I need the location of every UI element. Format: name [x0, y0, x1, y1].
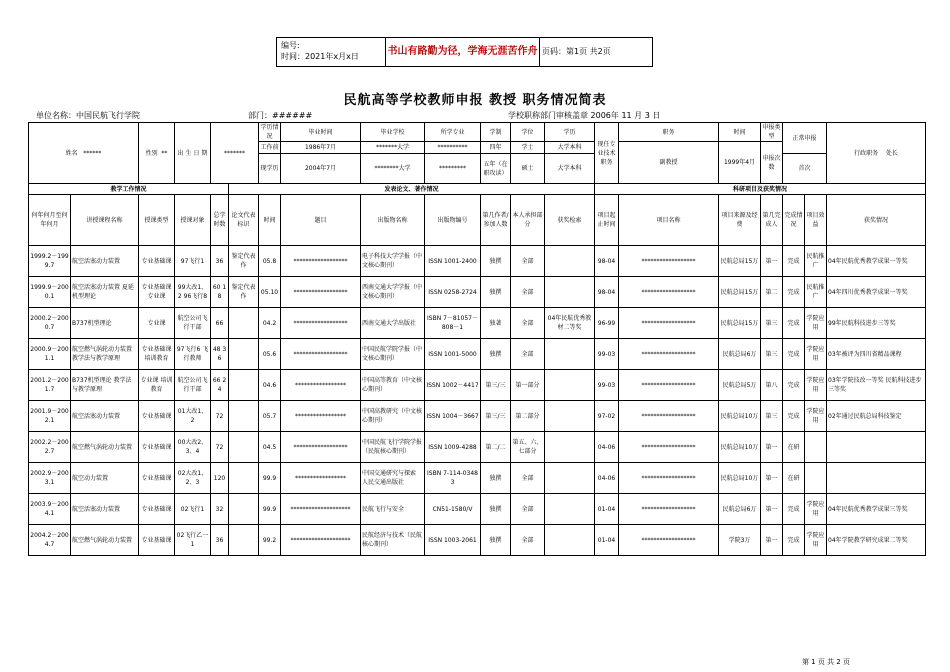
- cell-pubno: ISSN 1009-4288: [425, 432, 481, 463]
- department: 部门：######: [248, 111, 313, 120]
- cell-rank: 第一: [761, 463, 783, 494]
- cell-pubno: ISSN 1002－4417: [425, 370, 481, 401]
- cell-rep: [229, 308, 259, 339]
- cell-award: [545, 401, 595, 432]
- cell-part: 全部: [511, 308, 545, 339]
- cell-rep: [229, 494, 259, 525]
- cell-course: 航空燃气涡轮动力装置: [71, 525, 139, 556]
- cell-time: 05.10: [259, 277, 281, 308]
- cell-award: 04年民航优秀教材二等奖: [545, 308, 595, 339]
- title-h-0: 职务: [619, 123, 719, 142]
- cell-part: 全部: [511, 494, 545, 525]
- cell-period: 2000.9－2001.1: [29, 339, 71, 370]
- cell-topic: *****************: [281, 370, 361, 401]
- cell-pub: 中国民航学院学报（中文核心期刊）: [361, 339, 425, 370]
- cell-rank: 第三: [761, 308, 783, 339]
- cell-author: 独撰: [481, 525, 511, 556]
- cell-time: 04.2: [259, 308, 281, 339]
- column-header-row: [29, 195, 926, 246]
- cell-prize: 03年学院技改一等奖 民航科技进步三等奖: [827, 370, 926, 401]
- application-table: [28, 122, 926, 556]
- cell-author: 独撰: [481, 463, 511, 494]
- cell-award: [545, 339, 595, 370]
- title-v-1: 1999年4月: [719, 142, 761, 184]
- cell-pub: 民航经济与技术（民航核心期刊）: [361, 525, 425, 556]
- cell-rep: 鉴定代表作: [229, 246, 259, 277]
- cell-period: 1999.2－1999.7: [29, 246, 71, 277]
- cell-pubno: ISSN 1003-2061: [425, 525, 481, 556]
- cell-benefit: 学院应用: [805, 308, 827, 339]
- edu-h-1: 毕业学校: [361, 123, 425, 142]
- cell-author: 独著: [481, 308, 511, 339]
- cell-time: 05.7: [259, 401, 281, 432]
- cell-prize: 02年通过民航总局科技鉴定: [827, 401, 926, 432]
- cell-part: 全部: [511, 277, 545, 308]
- cell-course: 航空活塞动力装置 夏延机型理论: [71, 277, 139, 308]
- edu-b-4: 学士: [511, 142, 545, 154]
- cell-pubno: ISSN 1004－3667: [425, 401, 481, 432]
- section-row: [29, 184, 926, 195]
- header-date: 时间：2021年x月x日: [281, 52, 359, 61]
- cell-time: 99.9: [259, 494, 281, 525]
- cell-source: 民航总局5万: [719, 370, 761, 401]
- cell-target: 00大改2、3、4: [175, 432, 211, 463]
- admin-cell: [827, 123, 926, 184]
- cell-prize: [827, 463, 926, 494]
- cell-status: 完成: [783, 494, 805, 525]
- cell-pub: 西南交通大学学报（中文核心期刊）: [361, 277, 425, 308]
- edu-label: 学历情况: [260, 124, 279, 140]
- cell-source: 民航总局6万: [719, 339, 761, 370]
- cell-topic: ********************: [281, 525, 361, 556]
- cell-type: 专业基础课: [139, 246, 175, 277]
- cell-status: 完成: [783, 370, 805, 401]
- cell-ptime: 99-03: [595, 339, 619, 370]
- cell-author: 第三/三: [481, 401, 511, 432]
- cell-target: 97飞行6 飞行教师: [175, 339, 211, 370]
- title-v-3: 首次: [783, 154, 827, 184]
- cell-target: 航空公司飞行干部: [175, 370, 211, 401]
- cell-hours: 66 24: [211, 370, 229, 401]
- cell-award: [545, 494, 595, 525]
- cell-benefit: 学院应用: [805, 401, 827, 432]
- cell-course: 航空动力装置: [71, 463, 139, 494]
- cell-hours: 36: [211, 525, 229, 556]
- cell-pname: ******************: [619, 339, 719, 370]
- table-row: [29, 525, 926, 556]
- cell-benefit: 学院应用: [805, 525, 827, 556]
- cell-benefit: 学院应用: [805, 339, 827, 370]
- cell-prize: 04年四川优秀教学成果一等奖: [827, 277, 926, 308]
- col-h-8: 出版物名称: [361, 195, 425, 246]
- edu-header-row: [29, 123, 926, 142]
- cell-pubno: ISSN 1001-5000: [425, 339, 481, 370]
- edu-h-2: 所学专业: [425, 123, 481, 142]
- cell-hours: 66: [211, 308, 229, 339]
- cell-period: 2001.9－2002.1: [29, 401, 71, 432]
- cell-period: 2003.9－2004.1: [29, 494, 71, 525]
- cell-rank: 第二: [761, 277, 783, 308]
- cell-pub: 西南交通大学出版社: [361, 308, 425, 339]
- cell-hours: 32: [211, 494, 229, 525]
- edu-b-0: 1986年7月: [281, 142, 361, 154]
- cell-status: 完成: [783, 277, 805, 308]
- section-research: 科研项目及获奖情况: [595, 184, 926, 195]
- gender-label: 性别: [145, 149, 158, 157]
- cell-course: 航空活塞动力装置: [71, 401, 139, 432]
- cell-status: 完成: [783, 246, 805, 277]
- header-box: [276, 37, 653, 67]
- edu-h-5: 学历: [545, 123, 595, 142]
- cell-source: 学院3万: [719, 525, 761, 556]
- cell-ptime: 01-04: [595, 494, 619, 525]
- cell-author: 独撰: [481, 277, 511, 308]
- cell-status: 完成: [783, 339, 805, 370]
- col-h-16: 第几完成人: [761, 195, 783, 246]
- cell-source: 民航总局15万: [719, 246, 761, 277]
- cell-source: 民航总局6万: [719, 494, 761, 525]
- cell-topic: ******************: [281, 432, 361, 463]
- cell-period: 2002.2－2002.7: [29, 432, 71, 463]
- name-label: 姓名: [65, 149, 78, 157]
- cell-topic: ******************: [281, 339, 361, 370]
- cell-topic: ******************: [281, 308, 361, 339]
- cell-type: 专业基础课: [139, 463, 175, 494]
- cell-period: 2002.9－2003.1: [29, 463, 71, 494]
- cell-rep: [229, 339, 259, 370]
- cell-pub: 中国民航飞行学院学报（民航核心期刊）: [361, 432, 425, 463]
- cell-source: 民航总局10万: [719, 432, 761, 463]
- col-h-19: 获奖情况: [827, 195, 926, 246]
- cell-time: 05.8: [259, 246, 281, 277]
- cell-source: 民航总局15万: [719, 277, 761, 308]
- cell-benefit: 民航推广: [805, 277, 827, 308]
- cell-course: B737机型理论 教学法与教学原理: [71, 370, 139, 401]
- edu-c-3: 五年（在职攻读）: [481, 154, 511, 184]
- cell-status: 在研: [783, 463, 805, 494]
- page-footer: 第 1 页 共 2 页: [801, 658, 850, 666]
- cell-topic: *****************: [281, 401, 361, 432]
- cell-type: 专业课: [139, 308, 175, 339]
- edu-c-5: 大学本科: [545, 154, 595, 184]
- cell-rank: 第一: [761, 246, 783, 277]
- cell-prize: 04年学院教学研究成果二等奖: [827, 525, 926, 556]
- col-h-14: 项目名称: [619, 195, 719, 246]
- cell-time: 99.2: [259, 525, 281, 556]
- cell-period: 2001.2－2001.7: [29, 370, 71, 401]
- gender-value: **: [161, 149, 168, 157]
- table-row: [29, 432, 926, 463]
- cell-rank: 第一: [761, 494, 783, 525]
- current-edu-label: 现学历: [259, 154, 281, 184]
- col-h-0: 何年何月至何年何月: [29, 195, 71, 246]
- cell-time: 99.9: [259, 463, 281, 494]
- cell-ptime: 98-04: [595, 246, 619, 277]
- cell-ptime: 04-06: [595, 463, 619, 494]
- cell-author: 独撰: [481, 494, 511, 525]
- cell-award: [545, 246, 595, 277]
- cell-award: [545, 525, 595, 556]
- cell-status: 完成: [783, 525, 805, 556]
- cell-ptime: 01-04: [595, 525, 619, 556]
- cell-prize: 99年民航科技进步三等奖: [827, 308, 926, 339]
- cell-time: 04.6: [259, 370, 281, 401]
- cell-type: 专业基础课: [139, 525, 175, 556]
- cell-pname: ******************: [619, 525, 719, 556]
- cell-course: 航空燃气涡轮动力装置: [71, 432, 139, 463]
- cell-pubno: ISBN 7－81057－808－1: [425, 308, 481, 339]
- cell-time: 04.5: [259, 432, 281, 463]
- title-h-3: 正常申报: [783, 123, 827, 154]
- cell-course: 航空活塞动力装置: [71, 494, 139, 525]
- col-h-18: 项目效益: [805, 195, 827, 246]
- admin-label: 行政职务: [854, 149, 879, 157]
- admin-value: 处长: [885, 149, 898, 157]
- table-row: [29, 308, 926, 339]
- cell-author: 独撰: [481, 339, 511, 370]
- title-h-1: 时间: [719, 123, 761, 142]
- cell-pubno: CN51-1580/V: [425, 494, 481, 525]
- cell-rank: 第三: [761, 401, 783, 432]
- cell-period: 2004.2－2004.7: [29, 525, 71, 556]
- cell-period: 1999.9－2000.1: [29, 277, 71, 308]
- section-papers: 发表论文、著作情况: [229, 184, 595, 195]
- edu-b-2: **********: [425, 142, 481, 154]
- header-page: 页码：第1页 共2页: [542, 47, 611, 56]
- cell-rank: 第三: [761, 339, 783, 370]
- audit-stamp: 学校职称部门审核盖章 2006年 11 月 3 日: [508, 111, 661, 120]
- cell-rep: [229, 463, 259, 494]
- cell-hours: 36: [211, 246, 229, 277]
- col-h-11: 本人承担部分: [511, 195, 545, 246]
- table-row: [29, 401, 926, 432]
- cell-benefit: 民航推广: [805, 246, 827, 277]
- title-v-0: 副教授: [619, 142, 719, 184]
- unit-name: 单位名称：中国民航飞行学院: [36, 111, 140, 120]
- name-cell: [29, 123, 139, 184]
- edu-h-4: 学位: [511, 123, 545, 142]
- cell-pub: 中国高教研究（中文核心期刊）: [361, 401, 425, 432]
- cell-award: [545, 463, 595, 494]
- cell-benefit: [805, 463, 827, 494]
- cell-ptime: 98-04: [595, 277, 619, 308]
- cell-prize: 04年民航优秀教学成果一等奖: [827, 246, 926, 277]
- cell-part: 第二部分: [511, 401, 545, 432]
- cell-pub: 中国高等教育（中文核心期刊）: [361, 370, 425, 401]
- edu-c-1: ********大学: [361, 154, 425, 184]
- gender-cell: [139, 123, 175, 184]
- col-h-4: 总学时数: [211, 195, 229, 246]
- cell-source: 民航总局10万: [719, 401, 761, 432]
- cell-rep: [229, 401, 259, 432]
- cell-target: 02飞行1: [175, 494, 211, 525]
- cell-author: 第三/三: [481, 370, 511, 401]
- cell-type: 专业基础课: [139, 432, 175, 463]
- col-h-7: 题目: [281, 195, 361, 246]
- cell-pname: ******************: [619, 432, 719, 463]
- cell-status: 完成: [783, 401, 805, 432]
- col-h-5: 论文代表标识: [229, 195, 259, 246]
- cell-target: 02大改1、2、3: [175, 463, 211, 494]
- title-v-2: 申报次数: [761, 142, 783, 184]
- cell-pubno: ISSN 0258-2724: [425, 277, 481, 308]
- cell-benefit: 学院应用: [805, 494, 827, 525]
- edu-h-3: 学制: [481, 123, 511, 142]
- data-rows: [29, 246, 926, 556]
- col-h-13: 项目起止时间: [595, 195, 619, 246]
- edu-b-3: 四年: [481, 142, 511, 154]
- cell-status: 完成: [783, 308, 805, 339]
- cell-pname: ******************: [619, 277, 719, 308]
- cell-rank: 第八: [761, 370, 783, 401]
- name-value: ******: [83, 149, 102, 157]
- table-row: [29, 463, 926, 494]
- cell-topic: ******************: [281, 246, 361, 277]
- cell-award: [545, 432, 595, 463]
- cell-hours: 72: [211, 432, 229, 463]
- col-h-2: 授课类型: [139, 195, 175, 246]
- col-h-10: 第几作者/参加人数: [481, 195, 511, 246]
- edu-c-4: 硕士: [511, 154, 545, 184]
- cell-course: 航空活塞动力装置: [71, 246, 139, 277]
- table-row: [29, 277, 926, 308]
- cell-course: B737机型理论: [71, 308, 139, 339]
- table-row: [29, 246, 926, 277]
- cell-target: 航空公司飞行干部: [175, 308, 211, 339]
- cell-pname: ******************: [619, 370, 719, 401]
- cell-type: 专业基础课: [139, 494, 175, 525]
- edu-c-2: *********: [425, 154, 481, 184]
- table-row: [29, 494, 926, 525]
- cell-author: 第二/二: [481, 432, 511, 463]
- cell-part: 全部: [511, 463, 545, 494]
- current-title-label: 现任专业技术职务: [595, 123, 619, 184]
- header-motto: 书山有路勤为径，学海无涯苦作舟: [385, 38, 540, 66]
- cell-part: 第五、六、七部分: [511, 432, 545, 463]
- cell-target: 02飞行乙一1: [175, 525, 211, 556]
- cell-source: 民航总局10万: [719, 463, 761, 494]
- cell-target: 97飞行1: [175, 246, 211, 277]
- edu-c-0: 2004年7月: [281, 154, 361, 184]
- cell-course: 航空燃气涡轮动力装置 教学法与教学原理: [71, 339, 139, 370]
- cell-rep: [229, 432, 259, 463]
- page-title: 民航高等学校教师申报 教授 职务情况简表: [343, 93, 607, 108]
- cell-pname: ******************: [619, 401, 719, 432]
- cell-pname: ******************: [619, 308, 719, 339]
- cell-benefit: [805, 432, 827, 463]
- cell-target: 99大改1、2 96飞行8: [175, 277, 211, 308]
- cell-part: 全部: [511, 246, 545, 277]
- col-h-3: 授课对象: [175, 195, 211, 246]
- cell-rank: 第一: [761, 432, 783, 463]
- cell-part: 第一部分: [511, 370, 545, 401]
- cell-rep: 鉴定代表作: [229, 277, 259, 308]
- cell-type: 专业基础课: [139, 401, 175, 432]
- cell-topic: *****************: [281, 463, 361, 494]
- cell-status: 在研: [783, 432, 805, 463]
- cell-type: 专业基础课 专业课: [139, 277, 175, 308]
- cell-pub: 电子科技大学学报（中文核心期刊）: [361, 246, 425, 277]
- work-before-label: 工作前: [259, 142, 281, 154]
- cell-period: 2000.2－2000.7: [29, 308, 71, 339]
- cell-rank: 第一: [761, 525, 783, 556]
- header-info: [281, 40, 359, 62]
- cell-part: 全部: [511, 525, 545, 556]
- cell-author: 独撰: [481, 246, 511, 277]
- col-h-9: 出版物编号: [425, 195, 481, 246]
- birth-value: *******: [211, 123, 259, 184]
- cell-topic: ******************: [281, 277, 361, 308]
- cell-hours: 60 18: [211, 277, 229, 308]
- edu-h-0: 毕业时间: [281, 123, 361, 142]
- table-row: [29, 370, 926, 401]
- cell-type: 专业基础课 培训教育: [139, 339, 175, 370]
- cell-hours: 72: [211, 401, 229, 432]
- cell-rep: [229, 525, 259, 556]
- col-h-1: 讲授课程名称: [71, 195, 139, 246]
- section-teaching: 教学工作情况: [29, 184, 229, 195]
- cell-topic: ********************: [281, 494, 361, 525]
- cell-ptime: 99-03: [595, 370, 619, 401]
- cell-pub: 中国交通研究与探索 人民交通出版社: [361, 463, 425, 494]
- edu-b-1: *******大学: [361, 142, 425, 154]
- birth-label: 出 生 日 期: [175, 123, 211, 184]
- cell-benefit: 学院应用: [805, 370, 827, 401]
- col-h-6: 时间: [259, 195, 281, 246]
- edu-b-5: 大学本科: [545, 142, 595, 154]
- cell-pname: ******************: [619, 246, 719, 277]
- cell-pubno: ISBN 7-114-03483: [425, 463, 481, 494]
- cell-type: 专业课 培训教育: [139, 370, 175, 401]
- cell-hours: 48 36: [211, 339, 229, 370]
- cell-rep: [229, 370, 259, 401]
- cell-ptime: 96-99: [595, 308, 619, 339]
- cell-hours: 120: [211, 463, 229, 494]
- cell-source: 民航总局15万: [719, 308, 761, 339]
- cell-award: [545, 370, 595, 401]
- cell-ptime: 04-06: [595, 432, 619, 463]
- table-row: [29, 339, 926, 370]
- cell-pub: 民航飞行与安全: [361, 494, 425, 525]
- cell-pname: ******************: [619, 494, 719, 525]
- col-h-15: 项目来源及经费: [719, 195, 761, 246]
- cell-prize: [827, 432, 926, 463]
- title-h-2: 申报类型: [762, 124, 781, 140]
- col-h-17: 完成情况: [783, 195, 805, 246]
- cell-ptime: 97-02: [595, 401, 619, 432]
- cell-prize: 04年民航优秀教学成果三等奖: [827, 494, 926, 525]
- cell-pubno: ISSN 1001-2400: [425, 246, 481, 277]
- cell-pname: ******************: [619, 463, 719, 494]
- cell-time: 05.6: [259, 339, 281, 370]
- header-number: 编号:: [281, 41, 300, 50]
- col-h-12: 获奖检索: [545, 195, 595, 246]
- cell-prize: 03年被评为四川省精品课程: [827, 339, 926, 370]
- cell-target: 01大改1、2: [175, 401, 211, 432]
- cell-part: 全部: [511, 339, 545, 370]
- cell-award: [545, 277, 595, 308]
